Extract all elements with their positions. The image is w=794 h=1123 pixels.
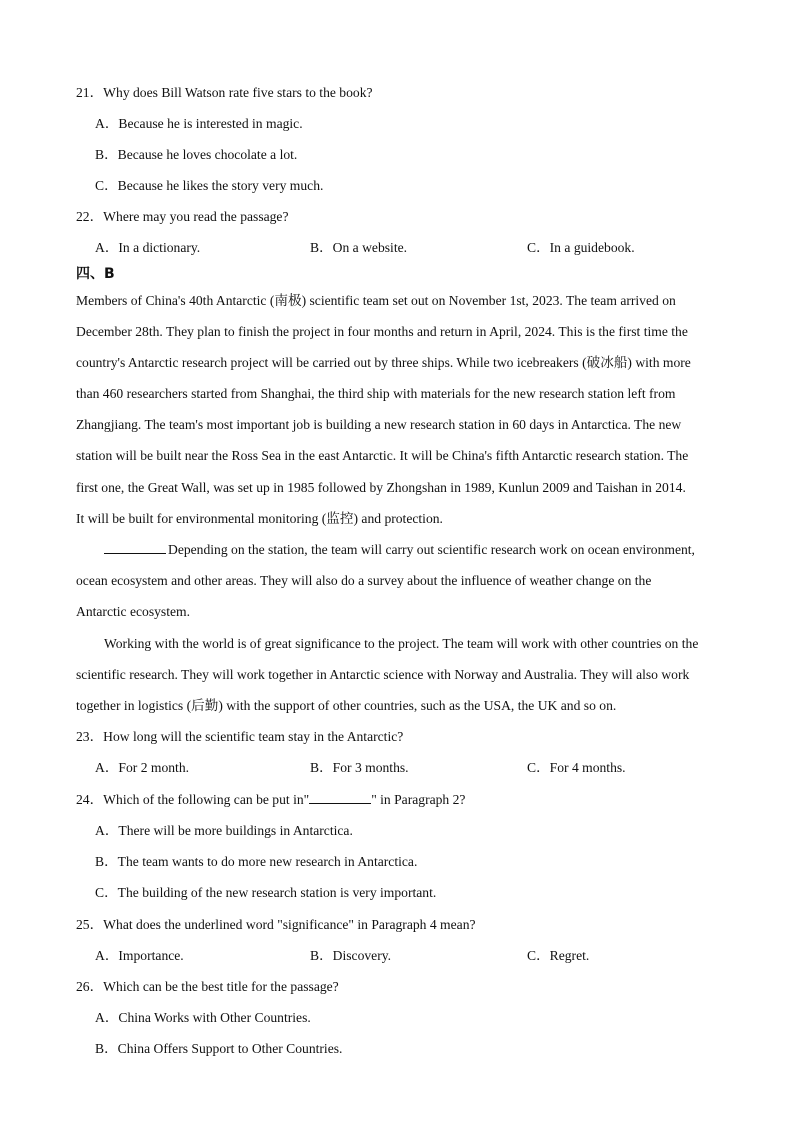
question-24-option-a: A．There will be more buildings in Antarctica. — [95, 823, 353, 838]
section-heading: 四、B — [76, 266, 115, 282]
answer-blank — [104, 541, 166, 554]
passage-p3-line: Working with the world is of great significance to the project. The team will work with other countries on the — [104, 636, 699, 651]
passage-p1-line: Zhangjiang. The team's most important job is building a new research station in 60 days in Antarctica. The new — [76, 417, 682, 432]
passage-p1-line: station will be built near the Ross Sea in the east Antarctic. It will be China's fifth Antarctic research station. The — [76, 448, 689, 463]
question-22-option-c: C．In a guidebook. — [527, 240, 635, 255]
passage-p1-line: than 460 researchers started from Shanghai, the third ship with materials for the new research station left from — [76, 386, 676, 401]
question-26-stem: 26．Which can be the best title for the passage? — [76, 979, 339, 994]
question-24-stem: 24．Which of the following can be put in" " in Paragraph 2? — [76, 792, 466, 807]
question-25-option-b: B．Discovery. — [310, 948, 392, 963]
question-21-option-c: C．Because he likes the story very much. — [95, 178, 324, 193]
question-23-option-a: A．For 2 month. — [95, 760, 190, 775]
question-24-option-b: B．The team wants to do more new research in Antarctica. — [95, 854, 418, 869]
passage-p1-line: December 28th. They plan to finish the project in four months and return in April, 2024. This is the first time the — [76, 324, 688, 339]
passage-p1-line: country's Antarctic research project will be carried out by three ships. While two icebreakers (破冰船) with more — [76, 355, 691, 370]
answer-blank — [309, 791, 371, 804]
question-21-option-a: A．Because he is interested in magic. — [95, 116, 303, 131]
passage-p2-first-line: Depending on the station, the team will carry out scientific research work on ocean environment, — [104, 541, 695, 559]
question-25-stem: 25．What does the underlined word "significance" in Paragraph 4 mean? — [76, 917, 476, 932]
question-26-option-a: A．China Works with Other Countries. — [95, 1010, 311, 1025]
question-25-option-a: A．Importance. — [95, 948, 184, 963]
passage-p2-line: ocean ecosystem and other areas. They will also do a survey about the influence of weather change on the — [76, 573, 652, 588]
passage-p1-line: Members of China's 40th Antarctic (南极) scientific team set out on November 1st, 2023. The team arrived on — [76, 293, 676, 308]
question-26-option-b: B．China Offers Support to Other Countries. — [95, 1041, 343, 1056]
question-22-option-a: A．In a dictionary. — [95, 240, 201, 255]
passage-p3-line: scientific research. They will work together in Antarctic science with Norway and Australia. They will also work — [76, 667, 690, 682]
question-22-option-b: B．On a website. — [310, 240, 408, 255]
passage-p1-line: It will be built for environmental monitoring (监控) and protection. — [76, 511, 443, 526]
question-24-option-c: C．The building of the new research station is very important. — [95, 885, 437, 900]
question-25-option-c: C．Regret. — [527, 948, 590, 963]
question-21-option-b: B．Because he loves chocolate a lot. — [95, 147, 298, 162]
question-22-stem: 22．Where may you read the passage? — [76, 209, 289, 224]
passage-p3-line: together in logistics (后勤) with the support of other countries, such as the USA, the UK and so on. — [76, 698, 617, 713]
question-21-stem: 21．Why does Bill Watson rate five stars to the book? — [76, 85, 373, 100]
question-23-option-c: C．For 4 months. — [527, 760, 626, 775]
passage-p1-line: first one, the Great Wall, was set up in 1985 followed by Zhongshan in 1989, Kunlun 2009 and Taishan in 2014. — [76, 480, 686, 495]
question-23-option-b: B．For 3 months. — [310, 760, 409, 775]
passage-p2-line: Antarctic ecosystem. — [76, 604, 190, 619]
question-23-stem: 23．How long will the scientific team stay in the Antarctic? — [76, 729, 404, 744]
